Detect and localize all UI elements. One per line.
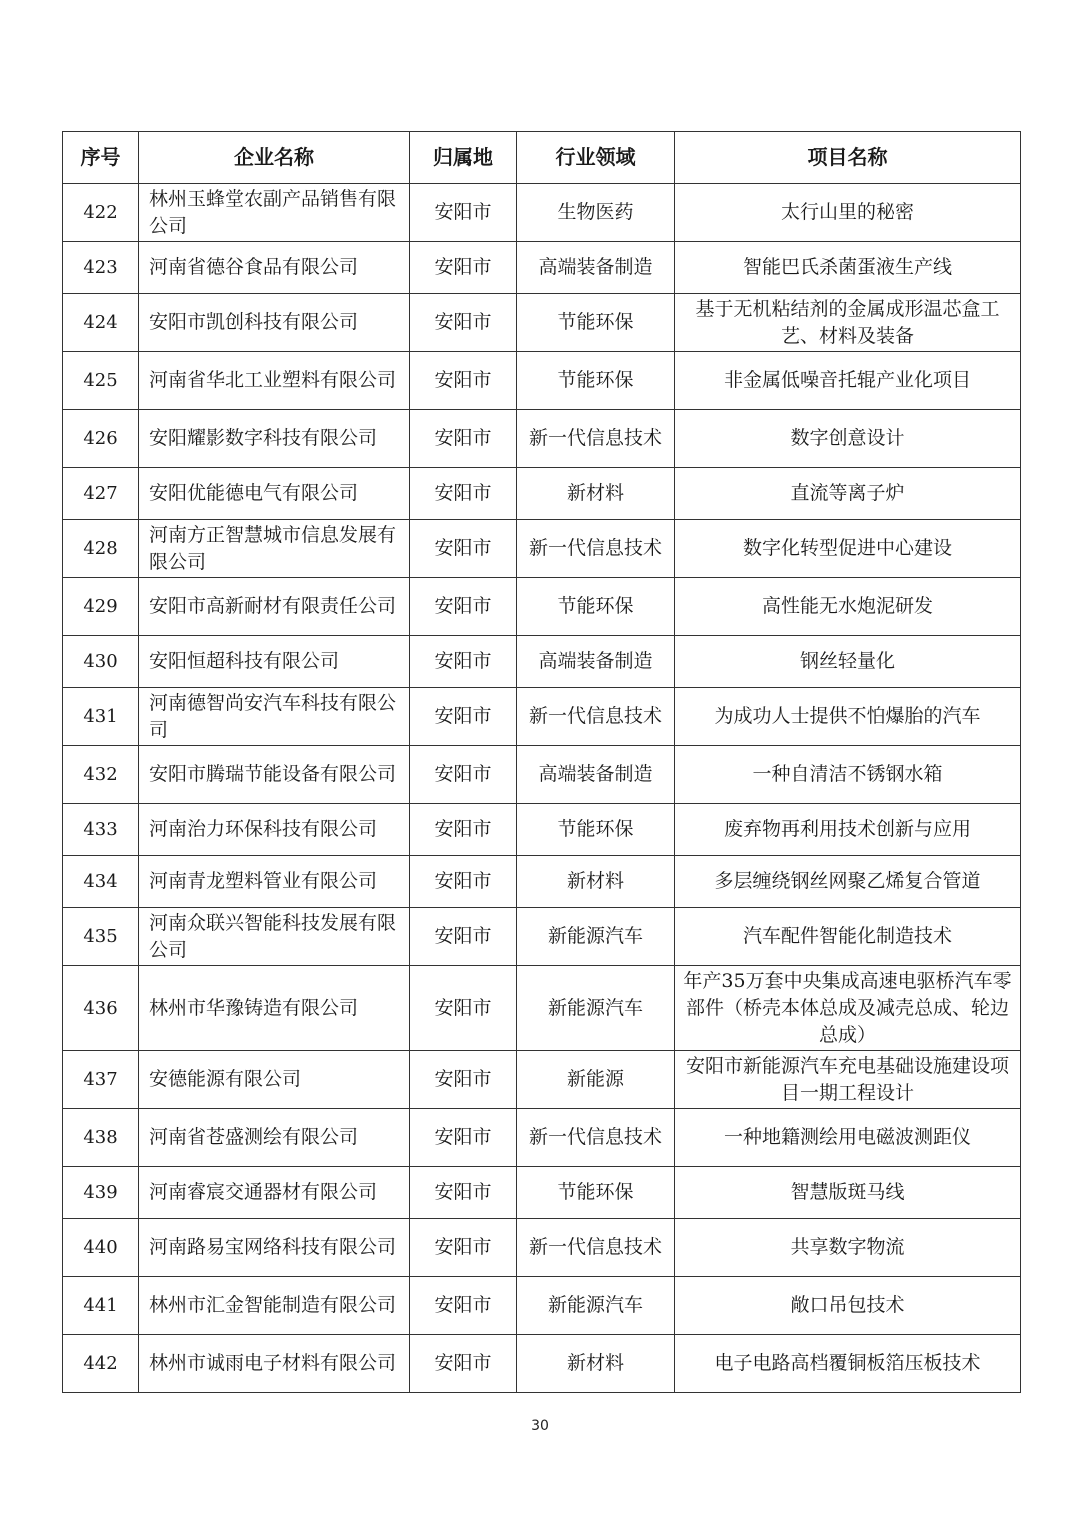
row-company-name: 林州市诚雨电子材料有限公司	[139, 1335, 410, 1393]
table-row	[63, 908, 1021, 966]
row-project-name: 数字创意设计	[675, 410, 1021, 468]
row-company-name: 河南德智尚安汽车科技有限公司	[139, 688, 410, 746]
table-row	[63, 184, 1021, 242]
row-location: 安阳市	[410, 578, 517, 636]
row-industry: 新一代信息技术	[517, 520, 675, 578]
row-industry: 节能环保	[517, 294, 675, 352]
table-row	[63, 966, 1021, 1051]
row-company-name: 河南路易宝网络科技有限公司	[139, 1219, 410, 1277]
row-industry: 新材料	[517, 1335, 675, 1393]
row-location: 安阳市	[410, 746, 517, 804]
row-project-name: 高性能无水炮泥研发	[675, 578, 1021, 636]
table-row	[63, 1335, 1021, 1393]
row-industry: 新一代信息技术	[517, 1219, 675, 1277]
row-serial-number: 426	[63, 410, 139, 468]
page-number: 30	[531, 1418, 549, 1434]
row-serial-number: 427	[63, 468, 139, 520]
row-location: 安阳市	[410, 1219, 517, 1277]
header-location: 归属地	[410, 132, 517, 184]
row-company-name: 河南治力环保科技有限公司	[139, 804, 410, 856]
row-industry: 节能环保	[517, 578, 675, 636]
row-company-name: 安阳市凯创科技有限公司	[139, 294, 410, 352]
row-industry: 节能环保	[517, 804, 675, 856]
row-serial-number: 441	[63, 1277, 139, 1335]
row-industry: 新能源	[517, 1051, 675, 1109]
header-company-name: 企业名称	[139, 132, 410, 184]
row-serial-number: 423	[63, 242, 139, 294]
row-company-name: 河南方正智慧城市信息发展有限公司	[139, 520, 410, 578]
row-location: 安阳市	[410, 908, 517, 966]
table-row	[63, 1109, 1021, 1167]
row-industry: 新材料	[517, 856, 675, 908]
row-company-name: 河南睿宸交通器材有限公司	[139, 1167, 410, 1219]
table-row	[63, 242, 1021, 294]
row-serial-number: 431	[63, 688, 139, 746]
row-industry: 高端装备制造	[517, 636, 675, 688]
row-company-name: 河南省德谷食品有限公司	[139, 242, 410, 294]
row-location: 安阳市	[410, 242, 517, 294]
row-project-name: 非金属低噪音托辊产业化项目	[675, 352, 1021, 410]
row-serial-number: 436	[63, 966, 139, 1051]
enterprise-project-table	[62, 131, 1021, 1393]
row-project-name: 一种自清洁不锈钢水箱	[675, 746, 1021, 804]
row-project-name: 共享数字物流	[675, 1219, 1021, 1277]
row-location: 安阳市	[410, 1051, 517, 1109]
row-industry: 新能源汽车	[517, 1277, 675, 1335]
row-project-name: 智能巴氏杀菌蛋液生产线	[675, 242, 1021, 294]
row-project-name: 多层缠绕钢丝网聚乙烯复合管道	[675, 856, 1021, 908]
table-row	[63, 294, 1021, 352]
row-project-name: 直流等离子炉	[675, 468, 1021, 520]
row-serial-number: 433	[63, 804, 139, 856]
row-industry: 节能环保	[517, 1167, 675, 1219]
row-project-name: 电子电路高档覆铜板箔压板技术	[675, 1335, 1021, 1393]
table-row	[63, 746, 1021, 804]
table-row	[63, 352, 1021, 410]
row-location: 安阳市	[410, 352, 517, 410]
header-project-name: 项目名称	[675, 132, 1021, 184]
row-industry: 新材料	[517, 468, 675, 520]
row-company-name: 林州玉蜂堂农副产品销售有限公司	[139, 184, 410, 242]
row-serial-number: 428	[63, 520, 139, 578]
table-row	[63, 1167, 1021, 1219]
row-project-name: 汽车配件智能化制造技术	[675, 908, 1021, 966]
row-location: 安阳市	[410, 184, 517, 242]
table-row	[63, 636, 1021, 688]
table-row	[63, 520, 1021, 578]
row-location: 安阳市	[410, 1335, 517, 1393]
row-serial-number: 434	[63, 856, 139, 908]
row-location: 安阳市	[410, 294, 517, 352]
row-serial-number: 432	[63, 746, 139, 804]
row-location: 安阳市	[410, 1109, 517, 1167]
row-industry: 新能源汽车	[517, 966, 675, 1051]
header-serial-number: 序号	[63, 132, 139, 184]
table-row	[63, 1219, 1021, 1277]
row-industry: 新一代信息技术	[517, 1109, 675, 1167]
row-serial-number: 422	[63, 184, 139, 242]
row-location: 安阳市	[410, 1167, 517, 1219]
row-location: 安阳市	[410, 520, 517, 578]
row-location: 安阳市	[410, 1277, 517, 1335]
row-project-name: 基于无机粘结剂的金属成形温芯盒工艺、材料及装备	[675, 294, 1021, 352]
row-serial-number: 440	[63, 1219, 139, 1277]
row-company-name: 安阳市高新耐材有限责任公司	[139, 578, 410, 636]
row-industry: 新能源汽车	[517, 908, 675, 966]
row-company-name: 河南省华北工业塑料有限公司	[139, 352, 410, 410]
row-project-name: 为成功人士提供不怕爆胎的汽车	[675, 688, 1021, 746]
row-company-name: 安阳优能德电气有限公司	[139, 468, 410, 520]
row-project-name: 钢丝轻量化	[675, 636, 1021, 688]
row-industry: 生物医药	[517, 184, 675, 242]
row-industry: 节能环保	[517, 352, 675, 410]
row-company-name: 安阳市腾瑞节能设备有限公司	[139, 746, 410, 804]
table-row	[63, 578, 1021, 636]
row-serial-number: 435	[63, 908, 139, 966]
row-serial-number: 438	[63, 1109, 139, 1167]
row-serial-number: 430	[63, 636, 139, 688]
row-location: 安阳市	[410, 410, 517, 468]
row-industry: 高端装备制造	[517, 242, 675, 294]
row-project-name: 敞口吊包技术	[675, 1277, 1021, 1335]
table-row	[63, 856, 1021, 908]
row-company-name: 安阳恒超科技有限公司	[139, 636, 410, 688]
row-company-name: 河南青龙塑料管业有限公司	[139, 856, 410, 908]
table-row	[63, 688, 1021, 746]
table-row	[63, 1277, 1021, 1335]
row-serial-number: 442	[63, 1335, 139, 1393]
row-company-name: 林州市汇金智能制造有限公司	[139, 1277, 410, 1335]
row-location: 安阳市	[410, 636, 517, 688]
row-industry: 高端装备制造	[517, 746, 675, 804]
row-company-name: 安德能源有限公司	[139, 1051, 410, 1109]
row-location: 安阳市	[410, 804, 517, 856]
row-company-name: 河南省苍盛测绘有限公司	[139, 1109, 410, 1167]
row-serial-number: 425	[63, 352, 139, 410]
row-serial-number: 439	[63, 1167, 139, 1219]
row-location: 安阳市	[410, 966, 517, 1051]
row-company-name: 河南众联兴智能科技发展有限公司	[139, 908, 410, 966]
row-project-name: 一种地籍测绘用电磁波测距仪	[675, 1109, 1021, 1167]
row-location: 安阳市	[410, 856, 517, 908]
table-row	[63, 468, 1021, 520]
table-header-row	[63, 132, 1021, 184]
row-project-name: 数字化转型促进中心建设	[675, 520, 1021, 578]
header-industry: 行业领域	[517, 132, 675, 184]
row-project-name: 废弃物再利用技术创新与应用	[675, 804, 1021, 856]
table-row	[63, 804, 1021, 856]
row-serial-number: 429	[63, 578, 139, 636]
row-serial-number: 424	[63, 294, 139, 352]
row-industry: 新一代信息技术	[517, 688, 675, 746]
table-row	[63, 410, 1021, 468]
row-location: 安阳市	[410, 468, 517, 520]
row-company-name: 林州市华豫铸造有限公司	[139, 966, 410, 1051]
row-serial-number: 437	[63, 1051, 139, 1109]
row-project-name: 年产35万套中央集成高速电驱桥汽车零部件（桥壳本体总成及减壳总成、轮边总成）	[675, 966, 1021, 1051]
row-project-name: 智慧版斑马线	[675, 1167, 1021, 1219]
row-location: 安阳市	[410, 688, 517, 746]
row-project-name: 安阳市新能源汽车充电基础设施建设项目一期工程设计	[675, 1051, 1021, 1109]
row-company-name: 安阳耀影数字科技有限公司	[139, 410, 410, 468]
table-row	[63, 1051, 1021, 1109]
row-industry: 新一代信息技术	[517, 410, 675, 468]
row-project-name: 太行山里的秘密	[675, 184, 1021, 242]
